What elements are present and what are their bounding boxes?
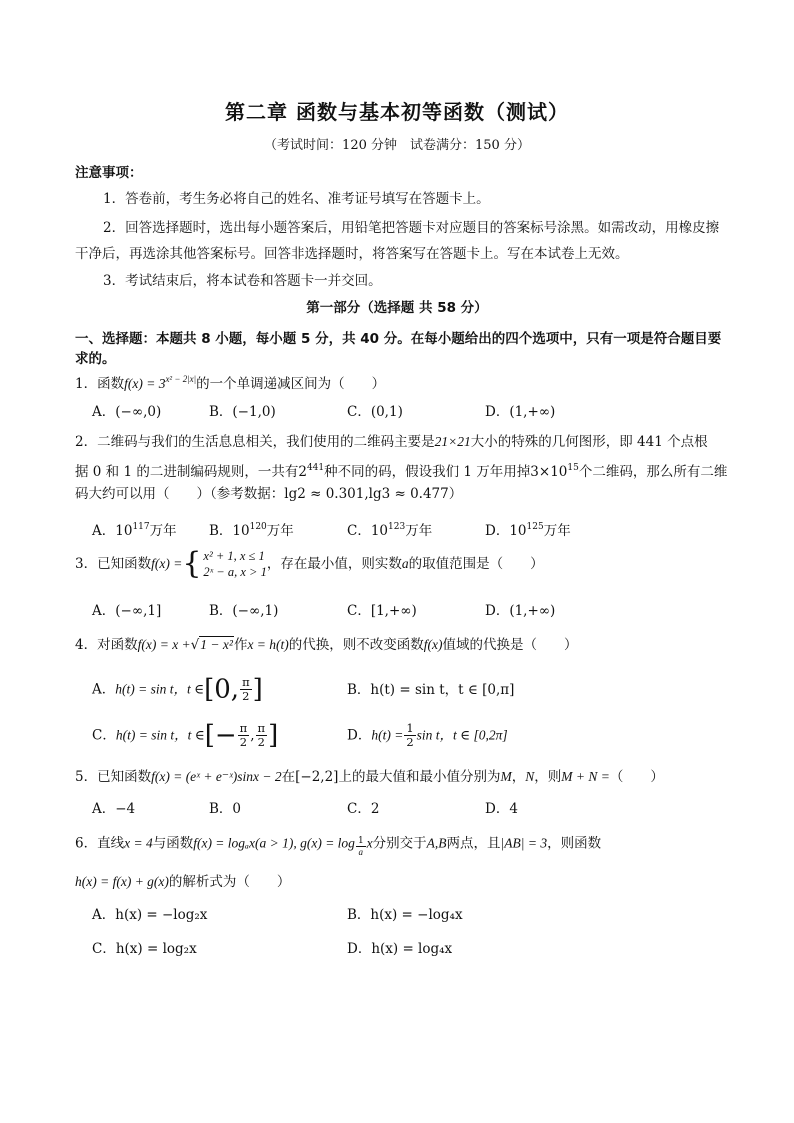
q3-option-a[interactable]: A．(−∞,1] bbox=[92, 603, 162, 619]
q1-function: f(x) = 3 bbox=[124, 376, 166, 391]
q2-option-b-unit: 万年 bbox=[266, 523, 294, 539]
q6-option-b[interactable]: B．h(x) = −log₄x bbox=[347, 907, 463, 923]
q6-text-4: ，则函数 bbox=[547, 835, 602, 852]
q6-option-d[interactable]: D．h(x) = log₄x bbox=[347, 941, 453, 957]
q5-text-4: （ ） bbox=[609, 769, 664, 785]
q4-option-d-label: D． bbox=[347, 727, 372, 744]
q6-functions: f(x) = logₐx(a > 1), g(x) = log bbox=[193, 835, 355, 851]
q1-option-c[interactable]: C．(0,1) bbox=[347, 404, 403, 420]
part1-heading: 第一部分（选择题 共 58 分） bbox=[306, 300, 488, 316]
q6-distance: |AB| = 3 bbox=[500, 835, 548, 851]
fraction-denominator: 2 bbox=[239, 735, 248, 749]
fraction-denominator: 2 bbox=[257, 735, 265, 749]
q2-pow-exp: 441 bbox=[306, 463, 325, 473]
fraction-denominator: 2 bbox=[406, 735, 414, 749]
page-title: 第二章 函数与基本初等函数（测试） bbox=[225, 100, 569, 124]
question-2-line-1 bbox=[75, 432, 708, 452]
q4-option-c-label: C． bbox=[92, 727, 116, 744]
q5-separator: ， bbox=[511, 769, 526, 785]
q1-option-d[interactable]: D．(1,+∞) bbox=[485, 404, 556, 420]
q2-option-a-unit: 万年 bbox=[149, 523, 177, 539]
q3-option-b[interactable]: B．(−∞,1) bbox=[209, 603, 279, 619]
q2-text-7: ） bbox=[448, 486, 463, 502]
q3-case-1: x² + 1, x ≤ 1 bbox=[203, 549, 265, 563]
q5-min: N bbox=[525, 769, 535, 784]
q2-option-a[interactable] bbox=[92, 517, 177, 541]
q2-option-d-exp: 125 bbox=[526, 522, 544, 532]
q5-text-1: 在 bbox=[281, 769, 296, 785]
notice-heading: 注意事项： bbox=[75, 165, 143, 181]
q4-substitution: x = h(t) bbox=[247, 637, 289, 652]
q4-option-c-bracket-right: ] bbox=[268, 720, 279, 751]
q6-prefix: 6．直线 bbox=[75, 835, 125, 852]
q3-option-c[interactable]: C．[1,+∞) bbox=[347, 603, 417, 619]
q2-option-b-base: 10 bbox=[232, 523, 250, 539]
exam-time-info: （考试时间：120 分钟 试卷满分：150 分） bbox=[264, 138, 530, 153]
q2-reference-data: lg2 ≈ 0.301,lg3 ≈ 0.477 bbox=[284, 486, 449, 502]
q2-option-c-base: 10 bbox=[370, 523, 389, 539]
q4-option-c[interactable] bbox=[92, 722, 278, 749]
question-5 bbox=[75, 767, 664, 787]
q4-option-a-label: A． bbox=[92, 681, 116, 698]
q6-points: A,B bbox=[426, 835, 447, 851]
q4-option-c-fraction-2 bbox=[256, 722, 268, 749]
q6-text-2: 分别交于 bbox=[372, 835, 427, 852]
q6-h-function: h(x) = f(x) + g(x) bbox=[75, 874, 169, 889]
q5-option-d[interactable]: D．4 bbox=[485, 801, 518, 817]
q4-option-a-expr: h(t) = sin t，t ∈ bbox=[115, 681, 205, 697]
q3-text-1: ，存在最小值，则实数 bbox=[266, 556, 402, 572]
notice-item-2: 2．回答选择题时，选出每小题答案后，用铅笔把答题卡对应题目的答案标号涂黑。如需改动，用橡皮擦干净后，再选涂其他答案标号。回答非选择题时，将答案写在答题卡上。写在本试卷上无效。 bbox=[75, 220, 720, 262]
q4-function: f(x) = x + bbox=[137, 637, 191, 652]
q2-option-a-label: A． bbox=[92, 523, 116, 539]
q5-sum: M + N = bbox=[561, 769, 610, 784]
question-2-line-3 bbox=[75, 484, 462, 504]
q4-prefix: 4．对函数 bbox=[75, 637, 138, 653]
q4-option-a-bracket-right: ] bbox=[252, 674, 263, 705]
question-6-line-1 bbox=[75, 833, 601, 857]
q2-option-c-label: C． bbox=[347, 523, 371, 539]
q4-option-a-fraction bbox=[240, 676, 252, 703]
q4-option-d-expr: h(t) = bbox=[371, 727, 404, 743]
q2-size: 21×21 bbox=[434, 434, 471, 449]
q1-option-a[interactable]: A．(−∞,0) bbox=[92, 404, 162, 420]
q5-option-b[interactable]: B．0 bbox=[209, 801, 242, 817]
q2-text-6: 码大约可以用（ ）（参考数据： bbox=[75, 486, 285, 502]
q4-option-c-bracket-left: [− bbox=[204, 720, 237, 751]
q2-option-c-exp: 123 bbox=[388, 522, 406, 532]
q4-option-c-expr: h(t) = sin t，t ∈ bbox=[115, 727, 205, 743]
q3-case-2: 2ˣ − a, x > 1 bbox=[203, 565, 267, 579]
question-4 bbox=[75, 635, 578, 655]
sqrt-icon: √ bbox=[190, 637, 200, 653]
q2-sci-base: 3×10 bbox=[530, 464, 568, 480]
fraction-numerator: π bbox=[257, 721, 266, 735]
fraction-denominator: a bbox=[358, 847, 364, 857]
q2-option-d-base: 10 bbox=[509, 523, 527, 539]
q5-option-c[interactable]: C．2 bbox=[347, 801, 380, 817]
q4-option-d[interactable] bbox=[347, 722, 508, 749]
q5-interval: [−2,2] bbox=[295, 769, 339, 785]
q2-text-4: 种不同的码，假设我们 1 万年用掉 bbox=[324, 464, 531, 480]
q2-text-1: 2．二维码与我们的生活息息相关，我们使用的二维码主要是 bbox=[75, 434, 435, 450]
notice-item-3: 3．考试结束后，将本试卷和答题卡一并交回。 bbox=[103, 273, 382, 289]
q2-option-b-exp: 120 bbox=[249, 522, 267, 532]
q4-option-c-comma: , bbox=[250, 727, 255, 744]
left-brace-icon: { bbox=[182, 546, 202, 581]
q3-option-d[interactable]: D．(1,+∞) bbox=[485, 603, 556, 619]
q6-log-arg: x bbox=[366, 835, 373, 851]
fraction-numerator: π bbox=[242, 675, 250, 689]
q5-text-2: 上的最大值和最小值分别为 bbox=[338, 769, 501, 785]
q4-function-ref: f(x) bbox=[423, 637, 443, 652]
q3-variable: a bbox=[401, 556, 409, 571]
q1-option-b[interactable]: B．(−1,0) bbox=[209, 404, 276, 420]
q4-sqrt-body: 1 − x² bbox=[200, 637, 233, 652]
q6-text-1: 与函数 bbox=[152, 835, 194, 852]
q1-stem: 的一个单调递减区间为（ ） bbox=[196, 376, 386, 392]
q6-text-5: 的解析式为（ ） bbox=[168, 874, 291, 890]
q3-piecewise bbox=[203, 548, 266, 580]
q5-function: f(x) = (eˣ + e⁻ˣ)sinx − 2 bbox=[151, 769, 282, 784]
q6-line: x = 4 bbox=[124, 835, 153, 851]
q1-exponent: x² − 2|x| bbox=[165, 374, 197, 384]
q4-option-d-tail: sin t，t ∈ [0,2π] bbox=[416, 727, 508, 743]
question-3 bbox=[75, 548, 544, 580]
q5-max: M bbox=[500, 769, 512, 784]
fraction-numerator: 1 bbox=[357, 836, 364, 846]
fraction-denominator: 2 bbox=[242, 689, 250, 703]
q2-option-a-exp: 117 bbox=[132, 522, 150, 532]
q2-text-5: 个二维码，那么所有二维 bbox=[578, 464, 728, 480]
q2-option-a-base: 10 bbox=[115, 523, 133, 539]
q4-option-c-fraction-1 bbox=[238, 722, 250, 749]
question-6-line-2 bbox=[75, 872, 290, 892]
q3-prefix: 3．已知函数 bbox=[75, 556, 152, 572]
question-2-line-2 bbox=[75, 458, 727, 482]
notice-item-1: 1．答卷前，考生务必将自己的姓名、准考证号填写在答题卡上。 bbox=[103, 191, 490, 207]
q2-option-c[interactable] bbox=[347, 517, 432, 541]
q2-option-d-label: D． bbox=[485, 523, 510, 539]
q2-option-b[interactable] bbox=[209, 517, 294, 541]
q6-option-a[interactable]: A．h(x) = −log₂x bbox=[92, 907, 208, 923]
q4-option-a-bracket-left: [0, bbox=[204, 674, 240, 705]
q3-text-2: 的取值范围是（ ） bbox=[408, 556, 544, 572]
q2-text-2: 大小的特殊的几何图形，即 441 个点根 bbox=[470, 434, 708, 450]
q5-prefix: 5．已知函数 bbox=[75, 769, 152, 785]
q5-option-a[interactable]: A．−4 bbox=[92, 801, 136, 817]
q6-log-base-fraction bbox=[356, 836, 366, 857]
q4-option-d-fraction bbox=[404, 722, 415, 749]
q5-text-3: ，则 bbox=[534, 769, 562, 785]
q4-text-3: 值域的代换是（ ） bbox=[442, 637, 578, 653]
section-heading: 一、选择题：本题共 8 小题，每小题 5 分，共 40 分。在每小题给出的四个选项中，只有一项是符合题目要求的。 bbox=[75, 331, 722, 367]
q4-option-a[interactable] bbox=[92, 676, 263, 703]
q4-option-b[interactable]: B．h(t) = sin t，t ∈ [0,π] bbox=[347, 682, 515, 698]
q3-function: f(x) = bbox=[151, 556, 183, 571]
q2-text-3: 据 0 和 1 的二进制编码规则，一共有 bbox=[75, 464, 299, 480]
q2-option-d-unit: 万年 bbox=[543, 523, 571, 539]
q4-text-2: 的代换，则不改变函数 bbox=[288, 637, 424, 653]
q4-text-1: 作 bbox=[233, 637, 248, 653]
q2-pow-base: 2 bbox=[298, 464, 307, 480]
q2-option-c-unit: 万年 bbox=[405, 523, 433, 539]
q2-sci-exp: 15 bbox=[567, 463, 579, 473]
q6-text-3: 两点，且 bbox=[446, 835, 501, 852]
fraction-numerator: π bbox=[239, 721, 248, 735]
question-1 bbox=[75, 369, 385, 394]
q1-prefix: 1．函数 bbox=[75, 376, 125, 392]
fraction-numerator: 1 bbox=[406, 721, 414, 735]
q2-option-b-label: B． bbox=[209, 523, 233, 539]
q2-option-d[interactable] bbox=[485, 517, 571, 541]
q6-option-c[interactable]: C．h(x) = log₂x bbox=[92, 941, 197, 957]
